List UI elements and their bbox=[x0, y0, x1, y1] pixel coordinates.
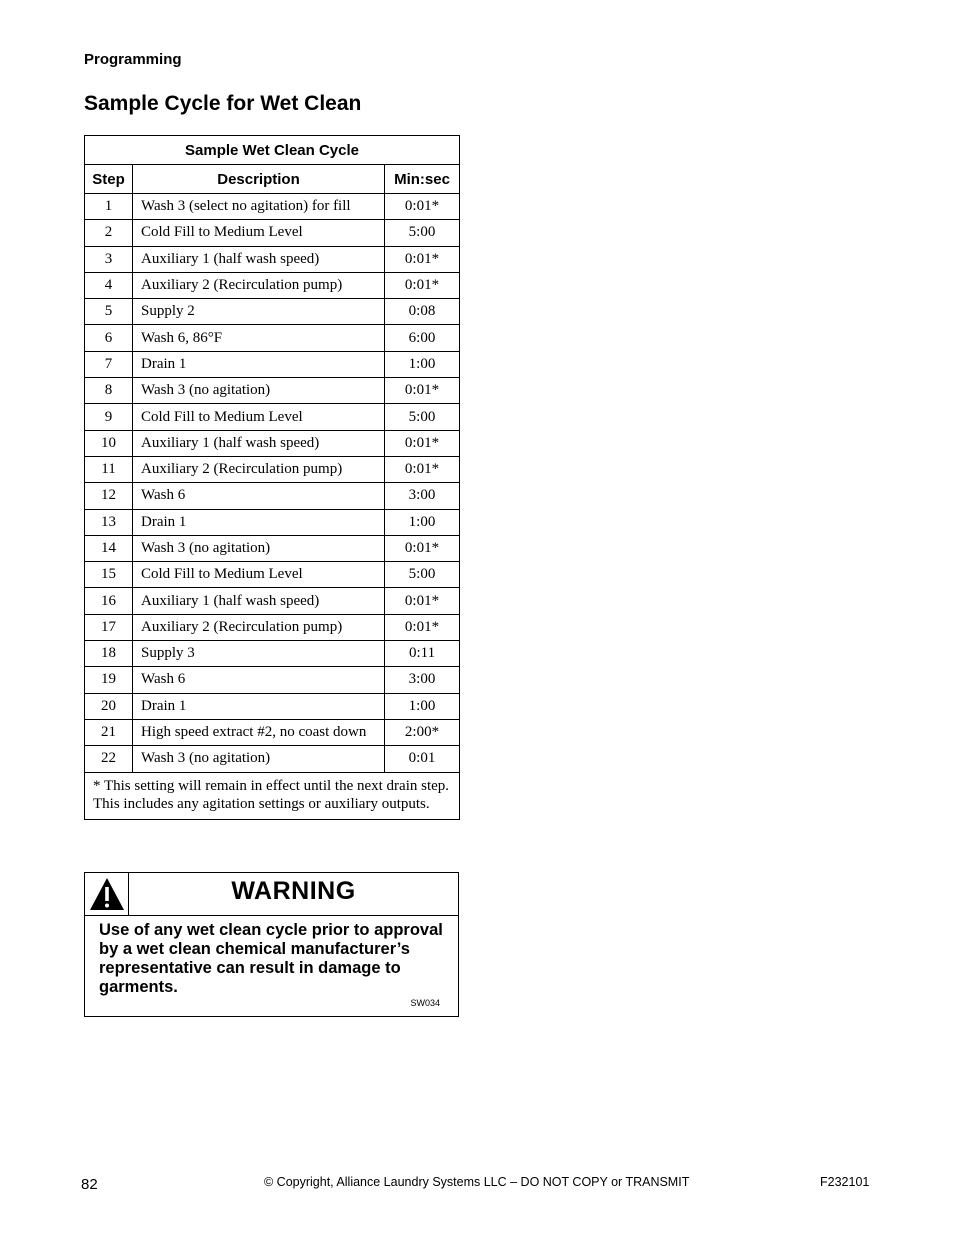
warning-title: WARNING bbox=[231, 877, 356, 905]
footer-doc-code: F232101 bbox=[820, 1175, 870, 1189]
time-cell: 0:01* bbox=[385, 272, 460, 298]
step-cell: 4 bbox=[85, 272, 133, 298]
step-cell: 2 bbox=[85, 220, 133, 246]
section-label: Programming bbox=[84, 51, 182, 68]
table-row bbox=[85, 456, 460, 482]
table-row bbox=[85, 562, 460, 588]
table-row bbox=[85, 430, 460, 456]
table-row bbox=[85, 693, 460, 719]
table-row bbox=[85, 746, 460, 772]
description-cell: Auxiliary 2 (Recirculation pump) bbox=[133, 456, 385, 482]
table-footnote-row bbox=[85, 772, 460, 819]
description-cell: Supply 2 bbox=[133, 299, 385, 325]
step-cell: 14 bbox=[85, 535, 133, 561]
warning-header bbox=[85, 873, 458, 916]
table-row bbox=[85, 509, 460, 535]
page-title: Sample Cycle for Wet Clean bbox=[84, 92, 362, 115]
wet-clean-cycle-table bbox=[84, 135, 460, 820]
description-cell: Drain 1 bbox=[133, 693, 385, 719]
step-cell: 21 bbox=[85, 719, 133, 745]
time-cell: 0:01* bbox=[385, 430, 460, 456]
step-cell: 16 bbox=[85, 588, 133, 614]
table-row bbox=[85, 220, 460, 246]
table-row bbox=[85, 272, 460, 298]
column-header-step: Step bbox=[85, 165, 133, 194]
time-cell: 0:01* bbox=[385, 535, 460, 561]
time-cell: 0:01* bbox=[385, 194, 460, 220]
table-row bbox=[85, 194, 460, 220]
time-cell: 0:01* bbox=[385, 614, 460, 640]
table-footnote: * This setting will remain in effect until the next drain step. This includes any agitation settings or auxiliary outputs. bbox=[85, 772, 460, 819]
description-cell: Wash 6 bbox=[133, 483, 385, 509]
table-row bbox=[85, 483, 460, 509]
step-cell: 7 bbox=[85, 351, 133, 377]
footer-copyright: © Copyright, Alliance Laundry Systems LLC – DO NOT COPY or TRANSMIT bbox=[264, 1175, 690, 1189]
description-cell: Drain 1 bbox=[133, 509, 385, 535]
time-cell: 5:00 bbox=[385, 220, 460, 246]
description-cell: Wash 3 (no agitation) bbox=[133, 378, 385, 404]
page-number: 82 bbox=[81, 1176, 98, 1193]
table-row bbox=[85, 299, 460, 325]
table-caption: Sample Wet Clean Cycle bbox=[85, 136, 460, 165]
table-row bbox=[85, 351, 460, 377]
warning-triangle-icon bbox=[85, 873, 129, 915]
table-caption-row bbox=[85, 136, 460, 165]
table-row bbox=[85, 325, 460, 351]
time-cell: 0:01* bbox=[385, 456, 460, 482]
step-cell: 19 bbox=[85, 667, 133, 693]
table-row bbox=[85, 614, 460, 640]
time-cell: 0:11 bbox=[385, 641, 460, 667]
step-cell: 12 bbox=[85, 483, 133, 509]
table-row bbox=[85, 535, 460, 561]
table-row bbox=[85, 404, 460, 430]
description-cell: Auxiliary 1 (half wash speed) bbox=[133, 246, 385, 272]
description-cell: Drain 1 bbox=[133, 351, 385, 377]
step-cell: 22 bbox=[85, 746, 133, 772]
description-cell: Auxiliary 1 (half wash speed) bbox=[133, 588, 385, 614]
description-cell: Auxiliary 2 (Recirculation pump) bbox=[133, 614, 385, 640]
time-cell: 0:01* bbox=[385, 378, 460, 404]
table-row bbox=[85, 719, 460, 745]
table-row bbox=[85, 246, 460, 272]
time-cell: 3:00 bbox=[385, 667, 460, 693]
table-row bbox=[85, 588, 460, 614]
time-cell: 0:08 bbox=[385, 299, 460, 325]
table-row bbox=[85, 667, 460, 693]
step-cell: 3 bbox=[85, 246, 133, 272]
table-body bbox=[85, 194, 460, 773]
time-cell: 5:00 bbox=[385, 404, 460, 430]
time-cell: 6:00 bbox=[385, 325, 460, 351]
step-cell: 1 bbox=[85, 194, 133, 220]
step-cell: 17 bbox=[85, 614, 133, 640]
description-cell: Cold Fill to Medium Level bbox=[133, 404, 385, 430]
description-cell: Wash 3 (no agitation) bbox=[133, 746, 385, 772]
time-cell: 5:00 bbox=[385, 562, 460, 588]
time-cell: 0:01* bbox=[385, 246, 460, 272]
time-cell: 0:01 bbox=[385, 746, 460, 772]
table-row bbox=[85, 641, 460, 667]
time-cell: 1:00 bbox=[385, 509, 460, 535]
step-cell: 8 bbox=[85, 378, 133, 404]
description-cell: Cold Fill to Medium Level bbox=[133, 562, 385, 588]
table-row bbox=[85, 378, 460, 404]
description-cell: Cold Fill to Medium Level bbox=[133, 220, 385, 246]
description-cell: High speed extract #2, no coast down bbox=[133, 719, 385, 745]
time-cell: 0:01* bbox=[385, 588, 460, 614]
step-cell: 15 bbox=[85, 562, 133, 588]
step-cell: 11 bbox=[85, 456, 133, 482]
column-header-description: Description bbox=[133, 165, 385, 194]
step-cell: 13 bbox=[85, 509, 133, 535]
step-cell: 9 bbox=[85, 404, 133, 430]
step-cell: 6 bbox=[85, 325, 133, 351]
time-cell: 1:00 bbox=[385, 351, 460, 377]
warning-text: Use of any wet clean cycle prior to approval by a wet clean chemical manufacturer’s representative can result in damage to garments. bbox=[99, 921, 443, 996]
description-cell: Supply 3 bbox=[133, 641, 385, 667]
description-cell: Auxiliary 2 (Recirculation pump) bbox=[133, 272, 385, 298]
time-cell: 3:00 bbox=[385, 483, 460, 509]
table-header-row bbox=[85, 165, 460, 194]
step-cell: 18 bbox=[85, 641, 133, 667]
step-cell: 5 bbox=[85, 299, 133, 325]
description-cell: Auxiliary 1 (half wash speed) bbox=[133, 430, 385, 456]
step-cell: 20 bbox=[85, 693, 133, 719]
warning-box bbox=[84, 872, 459, 1017]
description-cell: Wash 3 (no agitation) bbox=[133, 535, 385, 561]
time-cell: 2:00* bbox=[385, 719, 460, 745]
step-cell: 10 bbox=[85, 430, 133, 456]
time-cell: 1:00 bbox=[385, 693, 460, 719]
warning-code: SW034 bbox=[410, 998, 440, 1008]
description-cell: Wash 6, 86°F bbox=[133, 325, 385, 351]
column-header-time: Min:sec bbox=[385, 165, 460, 194]
description-cell: Wash 6 bbox=[133, 667, 385, 693]
description-cell: Wash 3 (select no agitation) for fill bbox=[133, 194, 385, 220]
